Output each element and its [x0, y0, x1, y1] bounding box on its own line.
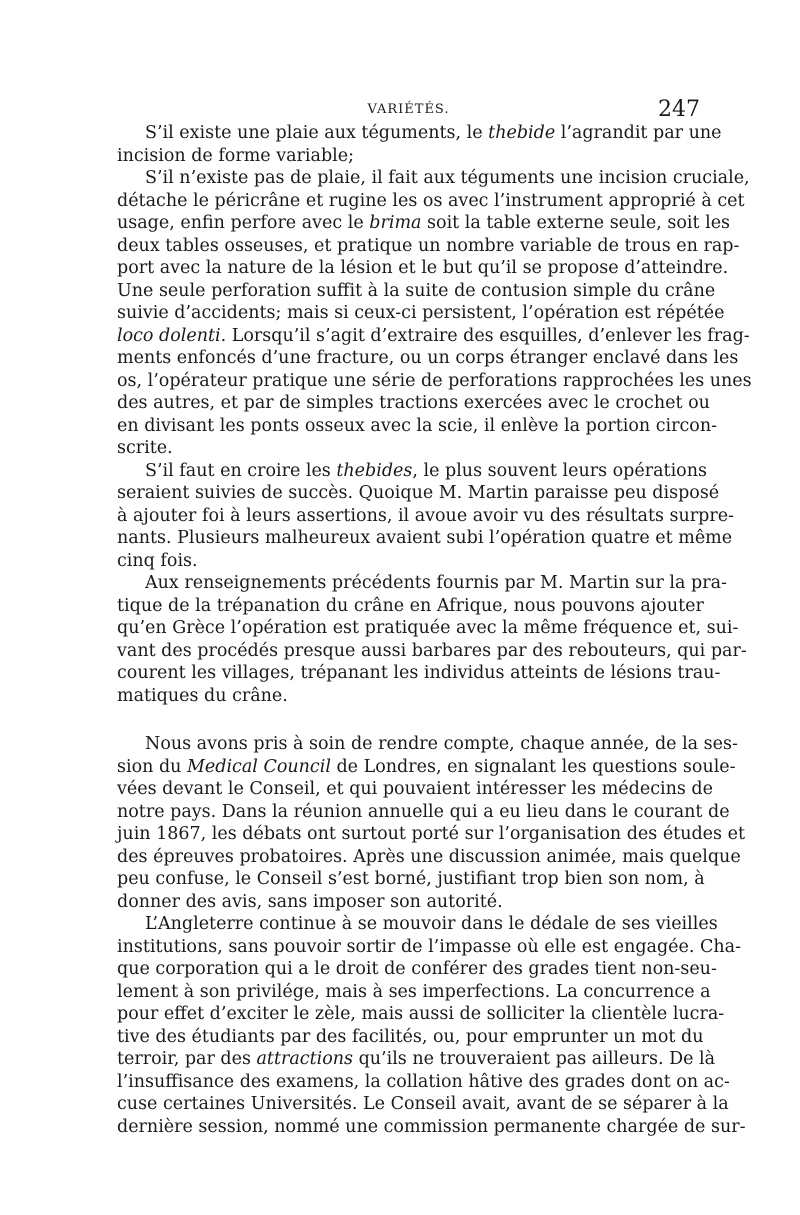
text-line: juin 1867, les débats ont surtout porté sur l’organisation des études et	[117, 824, 745, 844]
text-line: courent les villages, trépanant les individus atteints de lésions trau-	[117, 663, 721, 683]
running-title: VARIÉTÉS.	[367, 102, 450, 117]
text-line: matiques du crâne.	[117, 685, 288, 706]
text-line: L’Angleterre continue à se mouvoir dans le dédale de ses vieilles	[145, 914, 718, 934]
page-number: 247	[658, 97, 700, 122]
text-line: nants. Plusieurs malheureux avaient subi l’opération quatre et même	[117, 528, 733, 548]
text-line: vées devant le Conseil, et qui pouvaient intéresser les médecins de	[117, 779, 713, 799]
text-line: S’il existe une plaie aux téguments, le thebide l’agrandit par une	[145, 123, 722, 143]
paragraph-2	[117, 167, 752, 460]
text-line: institutions, sans pouvoir sortir de l’impasse où elle est engagée. Cha-	[117, 936, 742, 957]
text-line: pour effet d’exciter le zèle, mais aussi de solliciter la clientèle lucra-	[117, 1004, 725, 1024]
text-line: ments enfoncés d’une fracture, ou un corps étranger enclavé dans les	[117, 348, 739, 368]
text-line: Aux renseignements précédents fournis par M. Martin sur la pra-	[145, 573, 727, 593]
paragraph-3	[117, 460, 735, 573]
text-line: l’insuffisance des examens, la collation hâtive des grades dont on ac-	[117, 1071, 730, 1092]
text-line: port avec la nature de la lésion et le but qu’il se propose d’atteindre.	[117, 258, 729, 278]
paragraph-1	[117, 122, 722, 167]
text-line: S’il n’existe pas de plaie, il fait aux téguments une incision cruciale,	[145, 168, 750, 188]
text-line: tive des étudiants par des facilités, ou, pour emprunter un mot du	[117, 1026, 704, 1047]
text-line: que corporation qui a le droit de conférer des grades tient non-seu-	[117, 959, 717, 979]
text-line: notre pays. Dans la réunion annuelle qui a eu lieu dans le courant de	[117, 801, 730, 822]
text-line: à ajouter foi à leurs assertions, il avoue avoir vu des résultats surpre-	[117, 505, 735, 526]
body-text	[117, 122, 752, 1138]
text-line: S’il faut en croire les thebides, le plus souvent leurs opérations	[145, 460, 707, 481]
text-line: peu confuse, le Conseil s’est borné, justifiant trop bien son nom, à	[117, 869, 705, 889]
text-line: tique de la trépanation du crâne en Afrique, nous pouvons ajouter	[117, 595, 704, 616]
section-break	[117, 707, 692, 733]
text-line: cuse certaines Universités. Le Conseil avait, avant de se séparer à la	[117, 1094, 729, 1114]
text-line: vant des procédés presque aussi barbares par des rebouteurs, qui par-	[117, 640, 747, 661]
paragraph-6	[117, 913, 746, 1138]
text-line: dernière session, nommé une commission permanente chargée de sur-	[117, 1116, 746, 1137]
text-line: loco dolenti. Lorsqu’il s’agit d’extraire des esquilles, d’enlever les frag-	[117, 325, 750, 346]
text-line: sion du Medical Council de Londres, en signalant les questions soule-	[117, 756, 736, 777]
text-line: lement à son privilége, mais à ses imperfections. La concurrence a	[117, 981, 711, 1002]
paragraph-4	[117, 572, 747, 707]
text-line: os, l’opérateur pratique une série de perforations rapprochées les unes	[117, 370, 752, 391]
text-line: donner des avis, sans imposer son autorité.	[117, 891, 503, 912]
text-line: Une seule perforation suffit à la suite de contusion simple du crâne	[117, 280, 716, 301]
text-line: terroir, par des attractions qu’ils ne trouveraient pas ailleurs. De là	[117, 1049, 716, 1069]
text-line: cinq fois.	[117, 550, 198, 571]
text-line: deux tables osseuses, et pratique un nombre variable de trous en rap-	[117, 235, 740, 256]
text-line: usage, enfin perfore avec le brima soit la table externe seule, soit les	[117, 213, 731, 233]
paragraph-5	[117, 733, 745, 913]
text-line: Nous avons pris à soin de rendre compte, chaque année, de la ses-	[145, 734, 738, 754]
text-line: des épreuves probatoires. Après une discussion animée, mais quelque	[117, 846, 741, 867]
text-line: détache le péricrâne et rugine les os avec l’instrument approprié à cet	[117, 190, 745, 211]
text-line: qu’en Grèce l’opération est pratiquée avec la même fréquence et, sui-	[117, 618, 739, 638]
text-line: incision de forme variable;	[117, 145, 354, 166]
text-line: des autres, et par de simples tractions exercées avec le crochet ou	[117, 393, 710, 413]
running-head	[117, 97, 700, 121]
text-line: suivie d’accidents; mais si ceux-ci persistent, l’opération est répétée	[117, 303, 725, 323]
text-line: seraient suivies de succès. Quoique M. Martin paraisse peu disposé	[117, 483, 720, 503]
text-line: en divisant les ponts osseux avec la scie, il enlève la portion circon-	[117, 415, 718, 436]
text-line: scrite.	[117, 438, 173, 458]
